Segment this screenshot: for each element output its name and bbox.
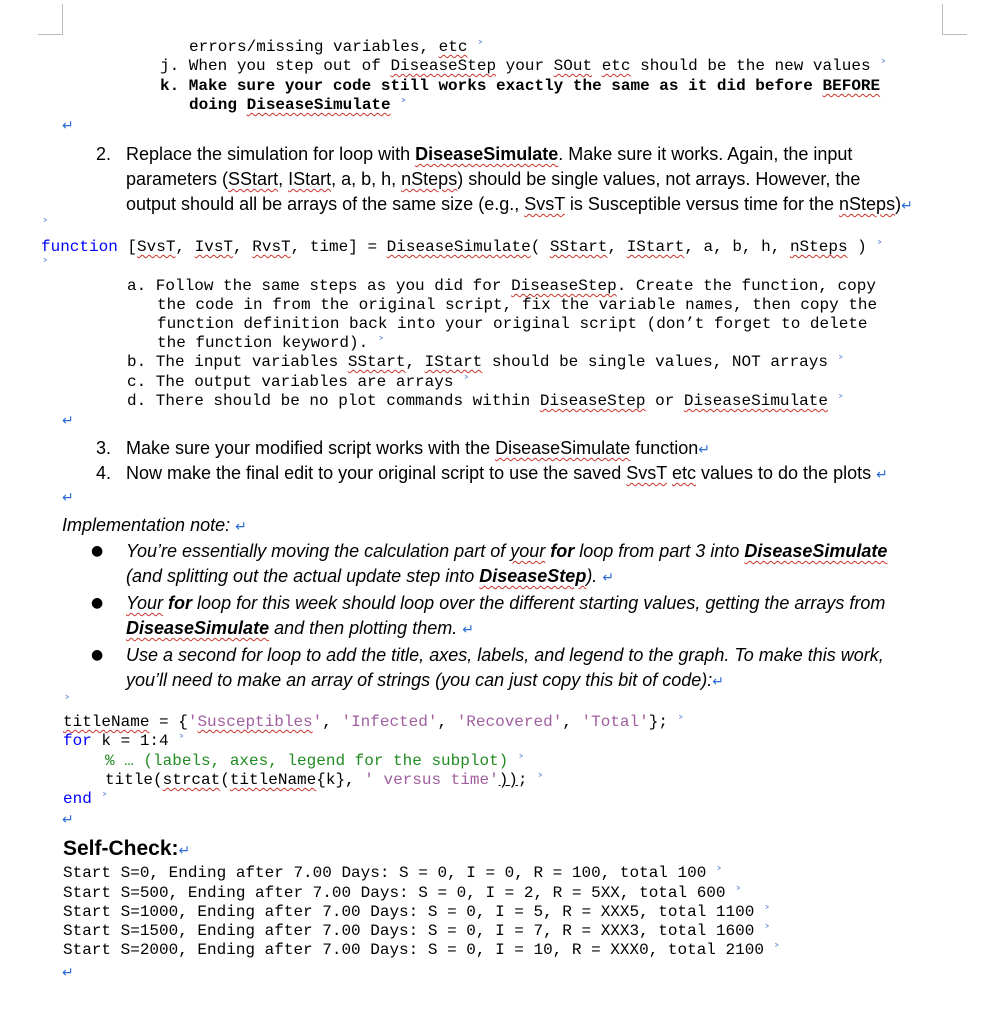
pilcrow-4: ↵ <box>62 812 74 828</box>
item3-number: 3. <box>96 438 112 458</box>
page-corner-left <box>38 4 63 35</box>
item4-number: 4. <box>96 463 112 483</box>
self-check-line-4: Start S=1500, Ending after 7.00 Days: S = 0, I = 7, R = XXX3, total 1600 ˃ <box>63 922 771 940</box>
item3-text: Make sure your modified script works with the DiseaseSimulate function↵ <box>126 438 710 458</box>
sub-item-d: d. There should be no plot commands within DiseaseStep or DiseaseSimulate ˃ <box>127 392 845 410</box>
sub-item-c: c. The output variables are arrays ˃ <box>127 373 470 391</box>
sub-item-b: b. The input variables SStart, IStart should be single values, NOT arrays ˃ <box>127 353 845 371</box>
item2-line2: parameters (SStart, IStart, a, b, h, nSteps) should be single values, not arrays. However, the <box>126 169 861 189</box>
bullet1-line1: You’re essentially moving the calculation part of your for loop from part 3 into DiseaseSimulate <box>126 541 888 561</box>
self-check-line-3: Start S=1000, Ending after 7.00 Days: S = 0, I = 5, R = XXX5, total 1100 ˃ <box>63 903 771 921</box>
item2-number: 2. <box>96 144 112 164</box>
top-line-2: j. When you step out of DiseaseStep your SOut etc should be the new values ˃ <box>160 57 887 75</box>
para-mark-3: ˃ <box>64 695 71 710</box>
para-mark-2: ˃ <box>42 258 49 273</box>
bullet-dot-2: ● <box>91 595 104 611</box>
sub-item-a-2: the code in from the original script, fix the variable names, then copy the <box>157 296 878 314</box>
self-check-line-1: Start S=0, Ending after 7.00 Days: S = 0, I = 0, R = 100, total 100 ˃ <box>63 864 723 882</box>
bullet-dot-3: ● <box>91 647 104 663</box>
page-corner-right <box>942 4 967 35</box>
bullet3-line1: Use a second for loop to add the title, axes, labels, and legend to the graph. To make this work, <box>126 645 884 665</box>
function-line: function [SvsT, IvsT, RvsT, time] = DiseaseSimulate( SStart, IStart, a, b, h, nSteps ) ˃ <box>41 238 883 256</box>
bullet-dot-1: ● <box>91 543 104 559</box>
code-line-3: % … (labels, axes, legend for the subplot) ˃ <box>105 752 525 770</box>
pilcrow-3: ↵ <box>62 490 74 506</box>
top-line-4: doing DiseaseSimulate ˃ <box>189 96 407 114</box>
self-check-line-2: Start S=500, Ending after 7.00 Days: S = 0, I = 2, R = 5XX, total 600 ˃ <box>63 884 742 902</box>
para-mark-1: ˃ <box>42 218 49 233</box>
pilcrow-1: ↵ <box>62 118 74 134</box>
code-line-4: title(strcat(titleName{k}, ' versus time')); ˃ <box>105 771 544 789</box>
bullet1-line2: (and splitting out the actual update step into DiseaseStep). ↵ <box>126 566 615 586</box>
top-line-1: errors/missing variables, etc ˃ <box>189 38 484 56</box>
sub-item-a-1: a. Follow the same steps as you did for DiseaseStep. Create the function, copy <box>127 277 876 295</box>
item4-text: Now make the final edit to your original script to use the saved SvsT etc values to do the plots ↵ <box>126 463 888 483</box>
self-check-heading: Self-Check:↵ <box>63 837 191 860</box>
pilcrow-5: ↵ <box>62 965 74 981</box>
pilcrow-2: ↵ <box>62 413 74 429</box>
code-line-2: for k = 1:4 ˃ <box>63 732 185 750</box>
code-line-1: titleName = {'Susceptibles', 'Infected', 'Recovered', 'Total'}; ˃ <box>63 713 685 731</box>
self-check-line-5: Start S=2000, Ending after 7.00 Days: S = 0, I = 10, R = XXX0, total 2100 ˃ <box>63 941 781 959</box>
sub-item-a-4: the function keyword). ˃ <box>157 334 385 352</box>
top-line-3: k. Make sure your code still works exactly the same as it did before BEFORE <box>160 77 881 95</box>
impl-note-heading: Implementation note: ↵ <box>62 515 247 535</box>
item2-line1: Replace the simulation for loop with DiseaseSimulate. Make sure it works. Again, the input <box>126 144 853 164</box>
bullet3-line2: you’ll need to make an array of strings (you can just copy this bit of code):↵ <box>126 670 725 690</box>
item2-line3: output should all be arrays of the same size (e.g., SvsT is Susceptible versus time for the nSteps)↵ <box>126 194 913 214</box>
code-line-5: end ˃ <box>63 790 108 808</box>
bullet2-line1: Your for loop for this week should loop over the different starting values, getting the arrays from <box>126 593 886 613</box>
bullet2-line2: DiseaseSimulate and then plotting them. ↵ <box>126 618 474 638</box>
sub-item-a-3: function definition back into your original script (don’t forget to delete <box>157 315 868 333</box>
